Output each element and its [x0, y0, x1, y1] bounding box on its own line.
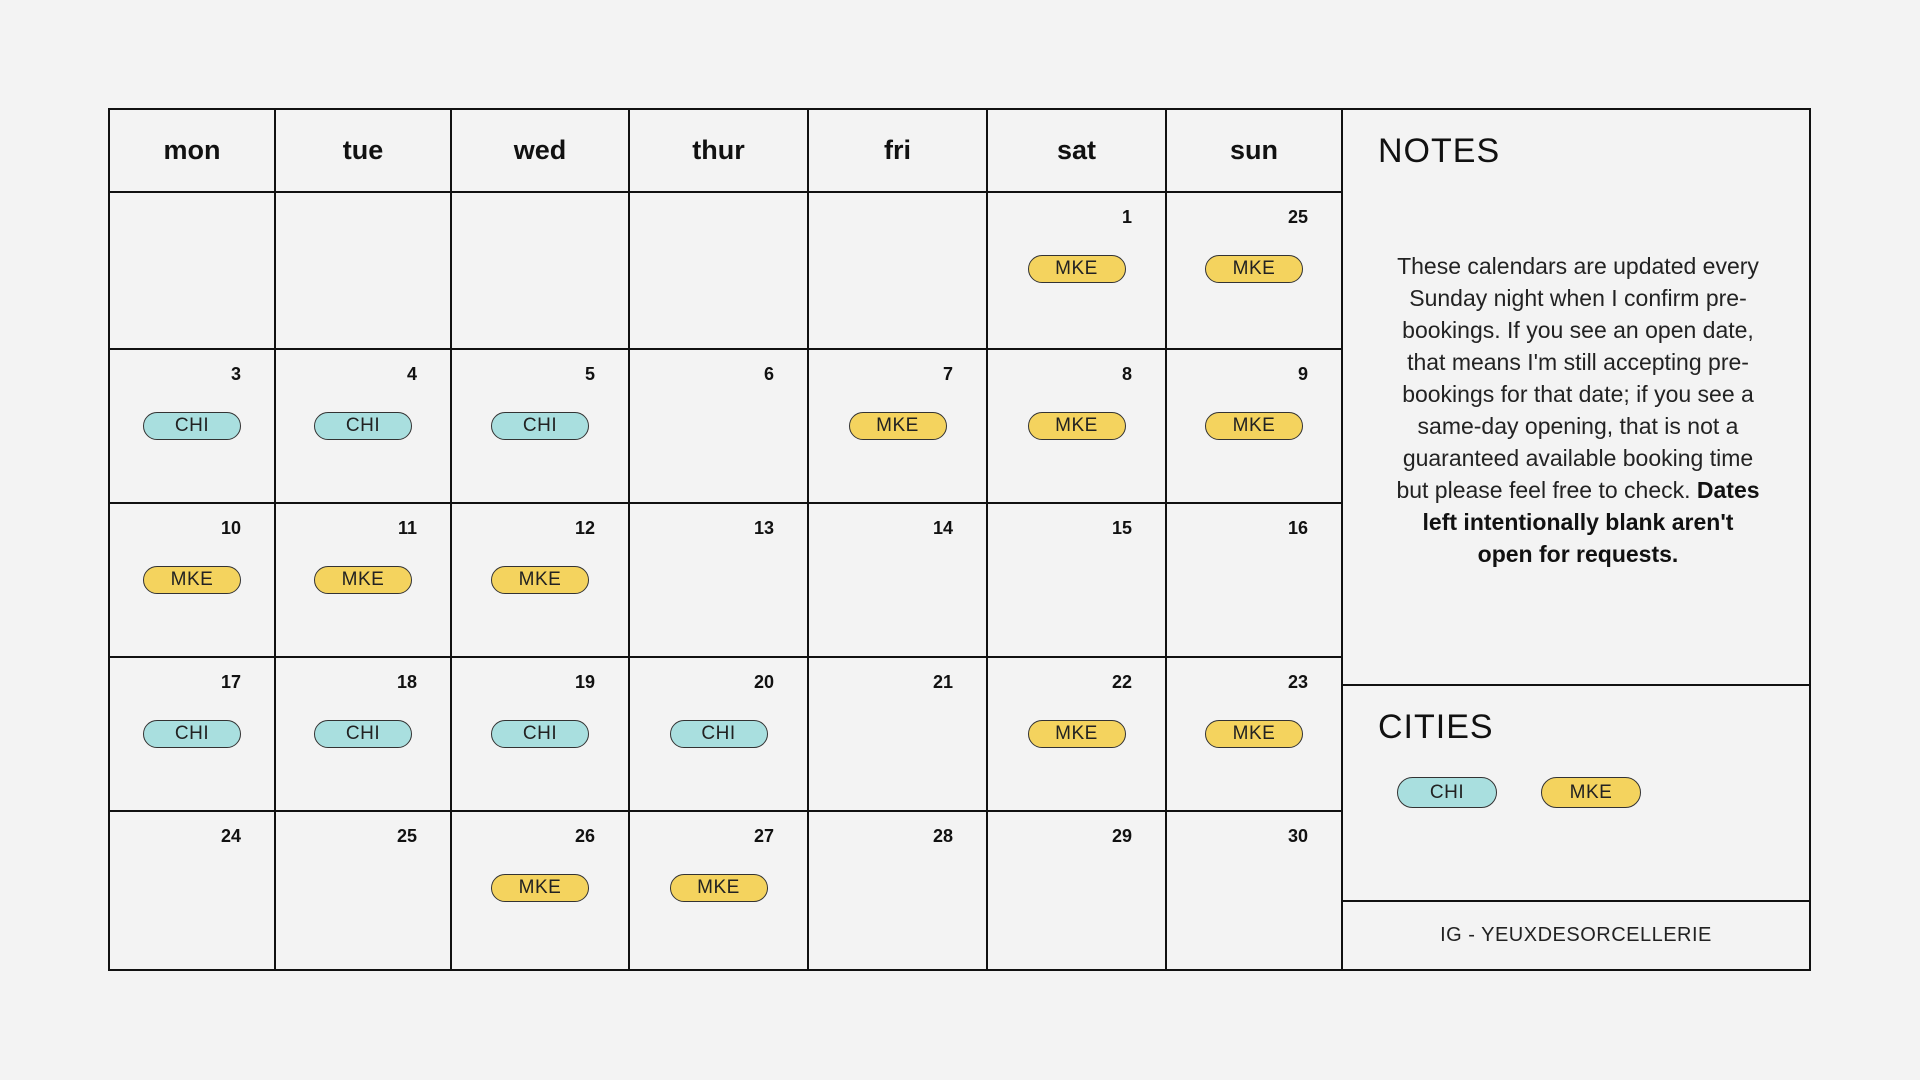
calendar-cell — [110, 812, 276, 971]
calendar-cell — [809, 658, 988, 812]
date-number: 22 — [1111, 672, 1132, 692]
city-tag-mke: MKE — [849, 412, 947, 440]
date-number: 23 — [1287, 672, 1308, 692]
city-tag-mke: MKE — [491, 874, 589, 902]
calendar-cell — [809, 504, 988, 658]
date-number: 27 — [753, 826, 774, 846]
city-tag-mke: MKE — [1205, 720, 1303, 748]
legend-tag-mke: MKE — [1541, 777, 1641, 808]
city-tag-chi: CHI — [491, 412, 589, 440]
day-header-sat: sat — [988, 110, 1167, 193]
city-tag-mke: MKE — [1205, 412, 1303, 440]
date-number: 14 — [932, 518, 953, 538]
notes-bold-text: Dates left intentionally blank aren't open for requests. — [1422, 477, 1760, 567]
calendar-cell — [1167, 350, 1343, 504]
day-header-tue: tue — [276, 110, 452, 193]
date-number: 4 — [406, 364, 417, 384]
calendar-cell — [988, 658, 1167, 812]
city-tag-chi: CHI — [143, 720, 241, 748]
cities-legend — [1397, 777, 1641, 808]
side-panel — [1343, 110, 1809, 969]
calendar-cell — [630, 658, 809, 812]
notes-title: NOTES — [1378, 132, 1501, 170]
city-tag-mke: MKE — [491, 566, 589, 594]
date-number: 8 — [1121, 364, 1132, 384]
date-number: 28 — [932, 826, 953, 846]
date-number: 11 — [397, 518, 417, 538]
day-header-fri: fri — [809, 110, 988, 193]
date-number: 12 — [574, 518, 595, 538]
city-tag-mke: MKE — [1028, 255, 1126, 283]
cities-panel — [1343, 686, 1809, 902]
date-number: 26 — [574, 826, 595, 846]
calendar-cell — [110, 658, 276, 812]
calendar-cell — [630, 350, 809, 504]
city-tag-mke: MKE — [314, 566, 412, 594]
calendar-frame — [108, 108, 1811, 971]
calendar-cell — [452, 504, 630, 658]
date-number: 25 — [1287, 207, 1308, 227]
day-header-mon: mon — [110, 110, 276, 193]
instagram-handle: IG - YEUXDESORCELLERIE — [1440, 924, 1712, 946]
calendar-cell — [276, 350, 452, 504]
city-tag-mke: MKE — [1205, 255, 1303, 283]
date-number: 25 — [396, 826, 417, 846]
date-number: 18 — [396, 672, 417, 692]
calendar-cell — [276, 658, 452, 812]
city-tag-mke: MKE — [1028, 720, 1126, 748]
date-number: 13 — [753, 518, 774, 538]
date-number: 24 — [220, 826, 241, 846]
notes-body — [1395, 250, 1761, 570]
date-number: 17 — [220, 672, 241, 692]
notes-text: These calendars are updated every Sunday night when I confirm pre-bookings. If you see an open date, that means I'm still accepting pre-bookings for that date; if you see a same-day opening, that is not a guaranteed available booking time but please feel free to check. — [1396, 253, 1759, 503]
city-tag-mke: MKE — [670, 874, 768, 902]
calendar-cell — [809, 812, 988, 971]
notes-panel — [1343, 110, 1809, 686]
calendar-cell — [1167, 193, 1343, 350]
calendar-cell — [988, 812, 1167, 971]
date-number: 1 — [1121, 207, 1132, 227]
city-tag-chi: CHI — [314, 412, 412, 440]
calendar-cell — [110, 350, 276, 504]
calendar-cell — [988, 504, 1167, 658]
calendar-cell — [1167, 812, 1343, 971]
date-number: 19 — [574, 672, 595, 692]
date-number: 20 — [753, 672, 774, 692]
calendar-cell — [276, 812, 452, 971]
day-header-wed: wed — [452, 110, 630, 193]
city-tag-mke: MKE — [143, 566, 241, 594]
calendar-cell — [452, 193, 630, 350]
calendar-cell — [452, 350, 630, 504]
calendar-cell — [110, 193, 276, 350]
city-tag-chi: CHI — [143, 412, 241, 440]
date-number: 10 — [220, 518, 241, 538]
calendar-cell — [1167, 504, 1343, 658]
city-tag-chi: CHI — [491, 720, 589, 748]
date-number: 21 — [932, 672, 953, 692]
day-header-sun: sun — [1167, 110, 1343, 193]
date-number: 16 — [1287, 518, 1308, 538]
city-tag-mke: MKE — [1028, 412, 1126, 440]
city-tag-chi: CHI — [314, 720, 412, 748]
date-number: 15 — [1111, 518, 1132, 538]
date-number: 6 — [763, 364, 774, 384]
calendar-cell — [110, 504, 276, 658]
date-number: 29 — [1111, 826, 1132, 846]
day-header-thur: thur — [630, 110, 809, 193]
calendar-cell — [630, 193, 809, 350]
calendar-cell — [1167, 658, 1343, 812]
calendar-cell — [988, 193, 1167, 350]
date-number: 5 — [584, 364, 595, 384]
city-tag-chi: CHI — [670, 720, 768, 748]
date-number: 9 — [1297, 364, 1308, 384]
date-number: 3 — [230, 364, 241, 384]
legend-tag-chi: CHI — [1397, 777, 1497, 808]
calendar-cell — [452, 812, 630, 971]
calendar-cell — [809, 350, 988, 504]
cities-title: CITIES — [1378, 708, 1494, 746]
calendar-cell — [276, 193, 452, 350]
calendar-cell — [988, 350, 1167, 504]
calendar-cell — [630, 504, 809, 658]
calendar-cell — [630, 812, 809, 971]
calendar-cell — [276, 504, 452, 658]
calendar-cell — [452, 658, 630, 812]
date-number: 7 — [942, 364, 953, 384]
date-number: 30 — [1287, 826, 1308, 846]
calendar-grid — [110, 110, 1343, 969]
calendar-cell — [809, 193, 988, 350]
